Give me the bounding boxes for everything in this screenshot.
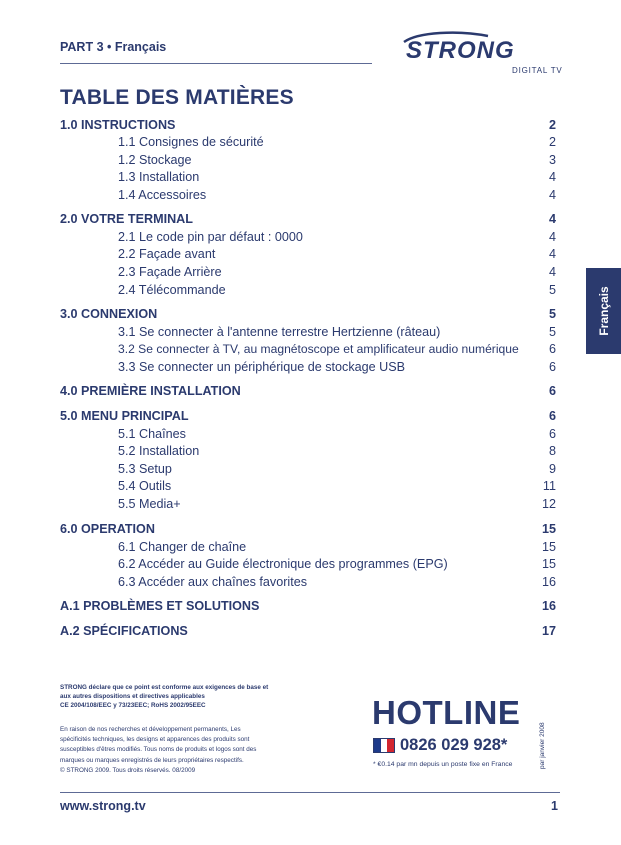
toc-page: 6 [548,360,556,374]
toc-label: 2.2 Façade avant [118,247,216,261]
toc-page: 6 [548,342,556,356]
toc-entry[interactable] [60,360,556,378]
conformity-statement [60,683,310,710]
toc-page: 6 [548,384,556,398]
language-tab-label: Français [596,286,611,336]
conformity-line: STRONG déclare que ce point est conforme aux exigences de base et [60,684,269,691]
toc-entry[interactable] [60,135,556,153]
toc-page: 12 [541,497,556,511]
toc-page: 5 [548,325,556,339]
toc-page: 2 [548,118,556,132]
disclaimer-line: © STRONG 2009. Tous droits réservés. 08/2009 [60,766,196,774]
toc-page: 4 [548,212,556,226]
toc-page: 8 [548,444,556,458]
toc-label: 1.2 Stockage [118,153,192,167]
part-label: PART 3 • Français [60,40,167,54]
toc-section[interactable] [60,212,556,230]
conformity-line: aux autres dispositions et directives applicables [60,693,205,700]
toc-page: 2 [548,135,556,149]
toc-page: 5 [548,283,556,297]
toc-section[interactable] [60,118,556,136]
disclaimer-line: susceptibles d'êtres modifiés. Tous noms de produits et logos sont des [60,746,257,754]
toc-page: 17 [541,624,556,638]
tariff-note: * €0.14 par mn depuis un poste fixe en France [373,761,513,768]
toc-page: 16 [541,575,556,589]
toc-entry[interactable] [60,265,556,283]
toc-entry[interactable] [60,247,556,265]
toc-page: 3 [548,153,556,167]
toc-label: 6.3 Accéder aux chaînes favorites [118,575,308,589]
disclaimer-line: marques ou marques enregistrés de leurs propriétaires respectifs. [60,756,244,764]
toc-section[interactable] [60,307,556,325]
toc-label: 3.3 Se connecter un périphérique de stockage USB [118,360,406,374]
toc-entry[interactable] [60,575,556,593]
page-number: 1 [551,799,558,813]
conformity-line: CE 2004/108/EEC y 73/23EEC; RoHS 2002/95EEC [60,702,206,709]
toc-page: 9 [548,462,556,476]
toc-page: 4 [548,247,556,261]
toc-entry[interactable] [60,170,556,188]
toc-entry[interactable] [60,444,556,462]
hotline-title: HOTLINE [372,694,521,731]
logo-wordmark: STRONG [406,37,515,64]
toc-label: 2.1 Le code pin par défaut : 0000 [118,230,303,244]
toc-page: 4 [548,230,556,244]
toc-label: 5.0 MENU PRINCIPAL [60,409,189,423]
toc-label: 3.1 Se connecter à l'antenne terrestre Hertzienne (râteau) [118,325,441,339]
toc-entry[interactable] [60,540,556,558]
toc-entry[interactable] [60,230,556,248]
toc-label: 5.2 Installation [118,444,200,458]
toc-section[interactable] [60,522,556,540]
toc-entry[interactable] [60,153,556,171]
toc-entry[interactable] [60,283,556,301]
logo-subtitle: DIGITAL TV [512,66,563,75]
toc-section[interactable] [60,384,556,402]
disclaimer-line: En raison de nos recherches et développement permanents, Les [60,726,241,733]
toc-page: 11 [542,479,556,493]
toc-page: 4 [548,170,556,184]
toc-label: 5.3 Setup [118,462,172,476]
phone-number: 0826 029 928* [400,736,508,754]
toc-section[interactable] [60,599,556,617]
strong-logo [398,30,563,71]
toc-label: 2.4 Télécommande [118,283,226,297]
disclaimer [60,725,320,776]
footer-divider [60,792,560,793]
toc-page: 4 [548,188,556,202]
toc-page: 15 [541,540,556,554]
toc-label: 6.2 Accéder au Guide électronique des programmes (EPG) [118,557,448,571]
toc-label: 5.4 Outils [118,479,172,493]
toc-label: 5.1 Chaînes [118,427,186,441]
toc-entry[interactable] [60,479,556,497]
toc-section[interactable] [60,409,556,427]
toc-page: 4 [548,265,556,279]
toc-label: 1.4 Accessoires [118,188,207,202]
website-link[interactable]: www.strong.tv [60,799,146,813]
toc-entry[interactable] [60,462,556,480]
toc-page: 6 [548,427,556,441]
french-flag-icon [373,738,395,753]
toc-page: 15 [541,522,556,536]
toc-page: 5 [548,307,556,321]
toc-page: 6 [548,409,556,423]
toc-label: 3.0 CONNEXION [60,307,158,321]
toc-label: A.1 PROBLÈMES ET SOLUTIONS [60,599,260,613]
toc-label: 1.3 Installation [118,170,200,184]
toc-label: 3.2 Se connecter à TV, au magnétoscope et amplificateur audio numérique [118,342,519,356]
toc-label: 2.3 Façade Arrière [118,265,222,279]
toc-label: 6.0 OPERATION [60,522,155,536]
language-tab[interactable] [586,268,621,354]
header-divider [60,63,372,64]
toc-label: 1.1 Consignes de sécurité [118,135,264,149]
toc-label: 2.0 VOTRE TERMINAL [60,212,193,226]
toc-page: 16 [541,599,556,613]
page-title: TABLE DES MATIÈRES [60,86,294,109]
toc-label: A.2 SPÉCIFICATIONS [60,624,188,638]
toc-entry[interactable] [60,497,556,515]
toc-label: 5.5 Media+ [118,497,181,511]
toc-entry[interactable] [60,325,556,343]
toc-entry[interactable] [60,342,556,360]
date-note-text: par janvier 2008 [539,722,546,769]
toc-entry[interactable] [60,188,556,206]
toc-page: 15 [541,557,556,571]
toc-entry[interactable] [60,557,556,575]
toc-label: 1.0 INSTRUCTIONS [60,118,176,132]
disclaimer-line: spécificités techniques, les designs et apparences des produits sont [60,736,250,744]
toc-label: 4.0 PREMIÈRE INSTALLATION [60,384,241,398]
toc-label: 6.1 Changer de chaîne [118,540,247,554]
toc-entry[interactable] [60,427,556,445]
toc-section[interactable] [60,624,556,642]
